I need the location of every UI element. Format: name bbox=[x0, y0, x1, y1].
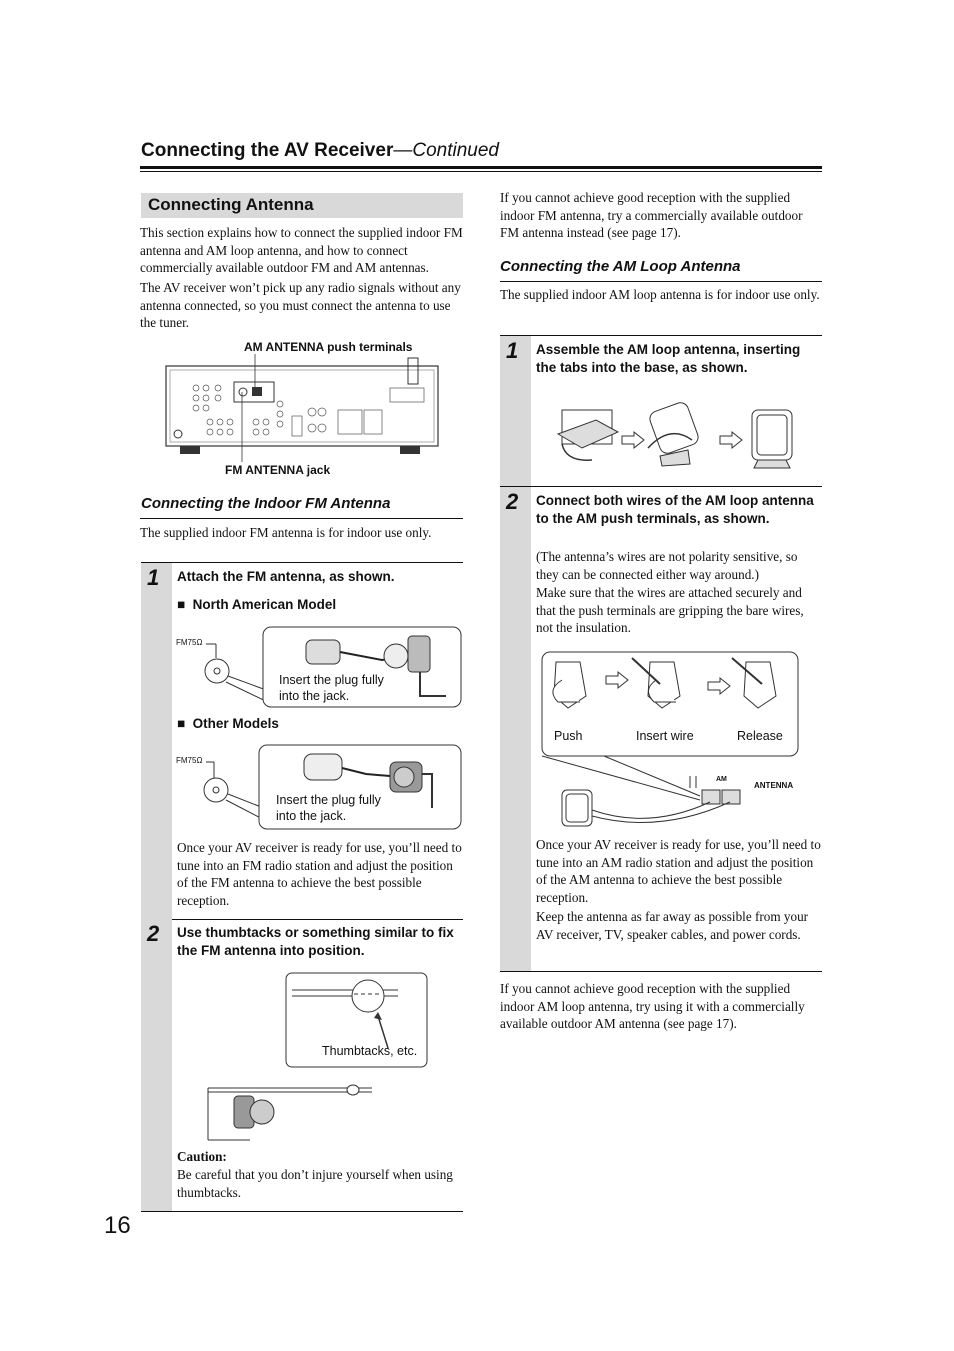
thumbtacks-label: Thumbtacks, etc. bbox=[322, 1044, 418, 1058]
am-subhead-rule bbox=[500, 281, 822, 282]
header-rule bbox=[140, 166, 822, 169]
fm-step-1-after: Once your AV receiver is ready for use, you’ll need to tune into an FM radio station and adjust the position of the FM antenna to achieve the best possible reception. bbox=[177, 840, 462, 908]
caution-title: Caution: bbox=[177, 1149, 227, 1164]
secure-note: Make sure that the wires are attached securely and that the push terminals are gripping the bare wires, not the insulation. bbox=[536, 585, 804, 635]
fm75-label-1: FM75Ω bbox=[176, 638, 203, 647]
am-antenna-terminals-label: AM ANTENNA push terminals bbox=[244, 340, 413, 354]
am-step-2-number-bar: 2 bbox=[500, 487, 531, 971]
page-header-title: Connecting the AV Receiver—Continued bbox=[141, 140, 499, 161]
push-label: Push bbox=[554, 729, 583, 743]
am-terminal-label: AM bbox=[716, 776, 727, 783]
am-step-2-after-1: Once your AV receiver is ready for use, you’ll need to tune into an AM radio station and adjust the position of the AM antenna to achieve the best possible reception. bbox=[536, 837, 821, 905]
am-step-2-after-2: Keep the antenna as far away as possible from your AV receiver, TV, speaker cables, and power cords. bbox=[536, 909, 809, 942]
other-models-label: ■ Other Models bbox=[177, 716, 279, 731]
fm75-label-2: FM75Ω bbox=[176, 756, 203, 765]
am-indoor-note: The supplied indoor AM loop antenna is for indoor use only. bbox=[500, 287, 820, 302]
caution-text: Be careful that you don’t injure yourself when using thumbtacks. bbox=[177, 1167, 453, 1200]
fm-step-1-title: Attach the FM antenna, as shown. bbox=[177, 569, 395, 584]
north-american-label: ■ North American Model bbox=[177, 597, 337, 612]
thumbtack-diagram bbox=[200, 970, 440, 1150]
insert-plug-label-na: Insert the plug fully into the jack. bbox=[279, 673, 384, 703]
am-step-2-title: Connect both wires of the AM loop antenna to the AM push terminals, as shown. bbox=[536, 493, 814, 526]
fm-step-2-title: Use thumbtacks or something similar to fix the FM antenna into position. bbox=[177, 925, 454, 958]
receiver-rear-panel-diagram bbox=[160, 354, 450, 462]
am-step-1-title: Assemble the AM loop antenna, inserting the tabs into the base, as shown. bbox=[536, 342, 801, 375]
fm-antenna-jack-label: FM ANTENNA jack bbox=[225, 463, 331, 477]
section-title: Connecting Antenna bbox=[148, 195, 314, 214]
page-number: 16 bbox=[104, 1212, 131, 1239]
polarity-note: (The antenna’s wires are not polarity sensitive, so they can be connected either way around.) bbox=[536, 549, 798, 582]
am-outdoor-text: If you cannot achieve good reception with the supplied indoor AM loop antenna, try using it with a commercially available outdoor AM antenna (see page 17). bbox=[500, 981, 805, 1031]
intro-paragraph-1: This section explains how to connect the supplied indoor FM antenna and AM loop antenna, and how to connect commercially available outdoor FM and AM antennas. bbox=[140, 225, 463, 275]
insert-wire-label: Insert wire bbox=[636, 729, 694, 743]
fm-subhead: Connecting the Indoor FM Antenna bbox=[141, 495, 391, 512]
antenna-terminal-label: ANTENNA bbox=[754, 781, 794, 790]
fm-step-2-number-bar: 2 bbox=[141, 919, 172, 1211]
fm-step-1-number-bar: 1 bbox=[141, 563, 172, 919]
am-step-1-number-bar: 1 bbox=[500, 336, 531, 486]
fm-indoor-note: The supplied indoor FM antenna is for indoor use only. bbox=[140, 525, 432, 540]
fm-subhead-rule bbox=[140, 518, 463, 519]
header-rule-thin bbox=[140, 171, 822, 172]
fm-outdoor-text: If you cannot achieve good reception with the supplied indoor FM antenna, try a commercially available outdoor FM antenna instead (see page 17). bbox=[500, 190, 803, 240]
section-title-bar bbox=[141, 193, 463, 218]
am-loop-assembly-diagram bbox=[552, 390, 802, 476]
release-label: Release bbox=[737, 729, 783, 743]
insert-plug-label-other: Insert the plug fully into the jack. bbox=[276, 793, 381, 823]
intro-paragraph-2: The AV receiver won’t pick up any radio signals without any antenna connected, so you must connect the antenna to use the tuner. bbox=[140, 280, 461, 330]
am-subhead: Connecting the AM Loop Antenna bbox=[500, 258, 741, 275]
